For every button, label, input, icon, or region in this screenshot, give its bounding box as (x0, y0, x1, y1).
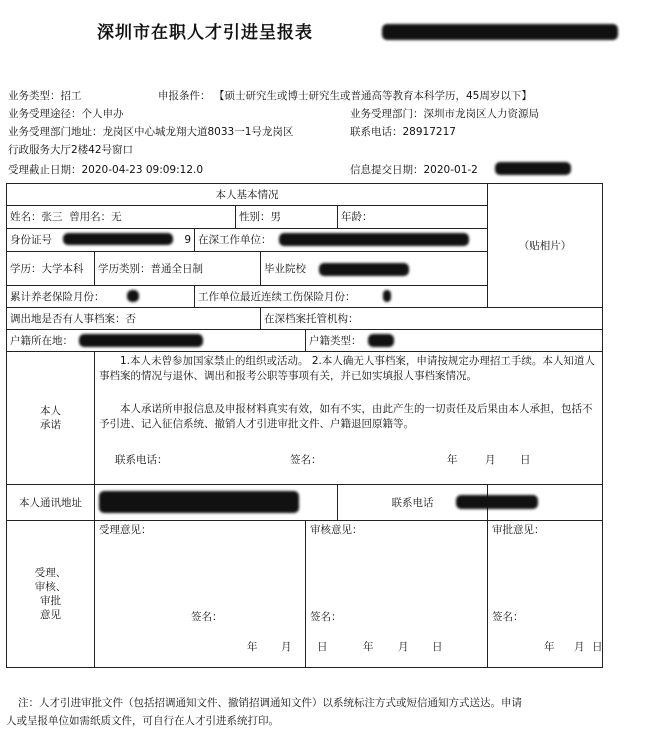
work-unit-label: 在深工作单位： (198, 234, 272, 246)
audit-year: 年 (363, 641, 374, 653)
approve-day: 日 (592, 641, 603, 653)
approve-sign: 签名： (492, 611, 524, 623)
review-label-1: 受理、 (34, 567, 67, 579)
address-line-2: 行政服务大厅2楼42号窗口 (8, 144, 134, 156)
redacted-mark (279, 233, 469, 246)
field-hukou-type (306, 330, 603, 352)
pledge-month: 月 (485, 454, 496, 466)
audit-sign: 签名： (310, 611, 342, 623)
audit-day: 日 (432, 641, 443, 653)
pledge-day: 日 (520, 454, 531, 466)
field-archive: 调出地是否有人事档案：否 (7, 308, 261, 330)
contact-phone-value (488, 485, 603, 521)
review-label (7, 521, 95, 668)
contact-address-label: 本人通讯地址 (7, 485, 95, 521)
page-title: 深圳市在职人才引进呈报表 (97, 23, 313, 43)
criteria-label: 申报条件： (158, 90, 211, 102)
field-education: 学历：大学本科 (7, 252, 95, 286)
criteria-value: 【硕士研究生或博士研究生或普通高等教育本科学历，45周岁以下】 (214, 90, 532, 102)
hukou-type-label: 户籍类型： (309, 334, 362, 347)
field-pension (7, 286, 195, 308)
redacted-mark (456, 495, 538, 509)
pledge-label-2: 承诺 (40, 419, 61, 431)
section-basic: 本人基本情况 (7, 184, 488, 206)
deadline: 受理截止日期：2020-04-23 09:09:12.0 (8, 164, 204, 176)
review-label-2: 审核、 (34, 581, 67, 593)
pledge-paragraph-2: 本人承诺所申报信息及申报材料真实有效，如有不实，由此产生的一切责任及后果由本人承担，包括不予引进、记入征信系统、撤销人才引进审批文件、户籍退回原籍等。 (99, 403, 593, 430)
field-edu-type: 学历类别：普通全日制 (95, 252, 261, 286)
audit-opinion-box (306, 521, 488, 668)
application-form (6, 183, 603, 668)
approve-opinion-label: 审批意见： (492, 524, 545, 536)
dept: 业务受理部门：深圳市龙岗区人力资源局 (350, 108, 539, 120)
address-line-1: 业务受理部门地址：龙岗区中心城龙翔大道8033一1号龙岗区 (8, 126, 294, 138)
school-label: 毕业院校 (264, 262, 306, 275)
accept-opinion-label: 受理意见： (99, 524, 152, 536)
name-label: 姓名：张三 (10, 211, 63, 223)
business-type: 业务类型：招工 (8, 90, 82, 102)
note-line-2: 人或呈报单位如需纸质文件，可自行在人才引进系统打印。 (6, 715, 279, 727)
approve-month: 月 (574, 641, 585, 653)
field-school (261, 252, 488, 286)
audit-opinion-label: 审核意见： (310, 524, 363, 536)
field-archive-agency: 在深档案托管机构： (261, 308, 603, 330)
redacted-mark (99, 491, 299, 513)
pledge-sign: 签名： (290, 454, 322, 466)
former-name-label: 曾用名：无 (69, 211, 122, 223)
approve-opinion-box (488, 521, 603, 668)
redacted-mark (383, 290, 391, 302)
redacted-mark (319, 263, 409, 276)
pledge-label (7, 352, 95, 485)
pledge-label-1: 本人 (40, 405, 61, 417)
contact-address-value (95, 485, 338, 521)
photo-box: （贴相片） (488, 184, 603, 308)
audit-month: 月 (398, 641, 409, 653)
submit-date: 信息提交日期：2020-01-2 (350, 164, 478, 176)
accept-opinion-box (95, 521, 328, 668)
accept-sign: 签名： (191, 611, 223, 623)
field-age: 年龄： (338, 206, 488, 229)
injury-label: 工作单位最近连续工伤保险月份： (198, 290, 356, 303)
pledge-year: 年 (447, 454, 458, 466)
contact-phone-label: 联系电话 (338, 485, 488, 521)
channel: 业务受理途径：个人申办 (8, 108, 124, 120)
field-hukou-place (7, 330, 306, 352)
field-work-unit (195, 229, 488, 252)
redacted-mark (368, 334, 394, 347)
pension-label: 累计养老保险月份： (10, 290, 105, 303)
accept-year: 年 (247, 641, 258, 653)
redacted-mark (127, 290, 139, 302)
redacted-mark (382, 24, 618, 40)
redacted-mark (79, 334, 203, 347)
redacted-mark (63, 233, 173, 245)
pledge-phone: 联系电话： (115, 454, 168, 466)
field-gender: 性别：男 (236, 206, 338, 229)
accept-month: 月 (281, 641, 292, 653)
review-label-3: 审批 (40, 595, 61, 607)
phone: 联系电话：28917217 (350, 126, 456, 138)
id-label: 身份证号 (10, 234, 52, 246)
approve-year: 年 (544, 641, 555, 653)
hukou-place-label: 户籍所在地： (10, 334, 73, 347)
note-line-1: 注：人才引进审批文件（包括招调通知文件、撤销招调通知文件）以系统标注方式或短信通知方式送达。申请 (18, 697, 522, 709)
field-name (7, 206, 236, 229)
id-suffix: 9 (184, 234, 191, 246)
field-injury (195, 286, 488, 308)
review-label-4: 意见 (40, 609, 61, 621)
redacted-mark (495, 162, 571, 175)
pledge-paragraph-1: 1.本人未曾参加国家禁止的组织或活动。 2.本人确无人事档案，申请按规定办理招工手续。本人知道人事档案的情况与退休、调出和报考公职等事项有关，并已如实填报人事档案情况。 (99, 355, 595, 382)
accept-day: 日 (317, 641, 328, 653)
field-id (7, 229, 195, 252)
pledge-content (95, 352, 603, 485)
